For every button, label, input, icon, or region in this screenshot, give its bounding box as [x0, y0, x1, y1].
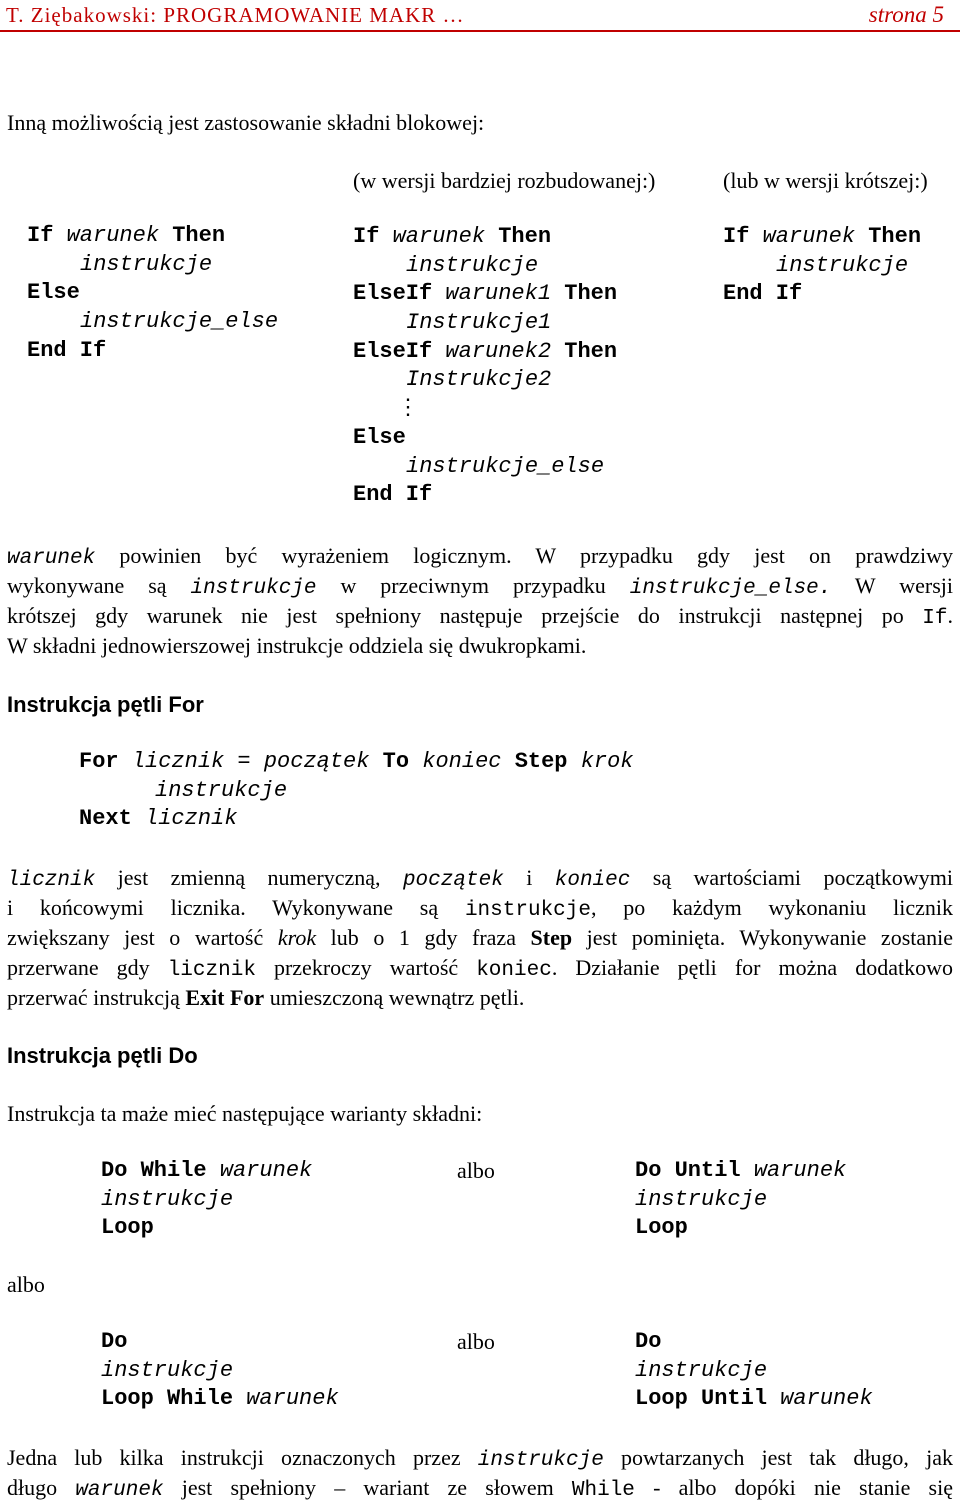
term-licznik: licznik [7, 869, 96, 892]
var-instrukcje-else: instrukcje_else [406, 453, 605, 479]
text-span: - albo dopóki nie stanie się [634, 1475, 953, 1500]
albo-label: albo [457, 1329, 495, 1354]
kw-else: Else [353, 424, 406, 450]
header-left: T. Ziębakowski: PROGRAMOWANIE MAKR … [6, 3, 465, 27]
kw-then: Then [564, 338, 618, 364]
do-intro-text: Instrukcja ta maże mieć następujące warianty składni: [7, 1101, 483, 1126]
text-span: lub o 1 gdy fraza [316, 925, 531, 950]
kw-then: Then [868, 224, 922, 249]
kw-do: Do [101, 1329, 128, 1354]
section-heading-do: Instrukcja pętli Do [7, 1043, 198, 1068]
if-basic-code [27, 221, 278, 364]
text-span: są wartościami początkowymi [630, 865, 953, 890]
var-instrukcje: instrukcje [80, 251, 213, 277]
text-span: przerwane gdy [7, 955, 168, 980]
loop-while-code [101, 1327, 339, 1413]
text-span: W wersji [831, 573, 953, 598]
intro-text: Inną możliwością jest zastosowanie składni blokowej: [7, 110, 485, 135]
kw-then: Then [172, 223, 226, 248]
kw-if: If [353, 224, 380, 249]
kw-loop-while: Loop While [101, 1386, 234, 1412]
kw-if: If [723, 224, 750, 249]
kw-step: Step [514, 749, 568, 774]
kw-loop: Loop [101, 1215, 154, 1241]
text-span: . [947, 603, 953, 628]
var-instrukcje-else: instrukcje_else [80, 309, 279, 335]
var-warunek2: warunek2 [445, 338, 552, 364]
term-step: Step [530, 925, 573, 950]
var-instrukcje: instrukcje [155, 777, 288, 803]
text-span: wykonywane są [7, 573, 191, 598]
kw-elseif: ElseIf [353, 338, 433, 364]
text-span: Jedna lub kilka instrukcji oznaczonych przez [7, 1445, 478, 1470]
var-warunek: warunek [392, 224, 486, 249]
kw-to: To [382, 749, 410, 774]
kw-for: For [79, 749, 119, 774]
kw-end-if: End If [353, 482, 433, 508]
kw-do-until: Do Until [635, 1158, 741, 1183]
var-warunek: warunek [762, 224, 856, 249]
term-warunek: warunek [75, 1479, 164, 1502]
var-instrukcje2: Instrukcje2 [406, 367, 552, 393]
kw-then: Then [498, 224, 552, 249]
var-instrukcje: instrukcje [101, 1357, 234, 1383]
term-exit-for: Exit For [185, 985, 265, 1010]
text-span: przerwać instrukcją [7, 985, 186, 1010]
var-warunek: warunek [246, 1386, 339, 1412]
text-span: i [503, 865, 555, 890]
text-span: , po każdym wykonaniu licznik [590, 895, 953, 920]
term-koniec: koniec [554, 869, 631, 892]
kw-end-if: End If [27, 337, 107, 363]
kw-do-while: Do While [101, 1158, 207, 1183]
term-instrukcje: instrukcje [477, 1449, 604, 1472]
text-span: powinien być wyrażeniem logicznym. W przypadku gdy jest on prawdziwy [95, 543, 953, 568]
albo-label: albo [457, 1158, 495, 1183]
text-span: w przeciwnym przypadku [316, 573, 630, 598]
var-warunek: warunek [753, 1158, 847, 1183]
text-span: jest pominięta. Wykonywanie zostanie [572, 925, 954, 950]
var-warunek1: warunek1 [445, 281, 552, 307]
loop-until-code [635, 1327, 873, 1413]
var-warunek: warunek [780, 1386, 873, 1412]
text-span: długo [7, 1475, 76, 1500]
term-instrukcje-else: instrukcje_else. [629, 577, 832, 600]
term-while: While [571, 1479, 635, 1502]
var-instrukcje: instrukcje [776, 252, 909, 278]
text-span: przekroczy wartość [255, 955, 477, 980]
var-instrukcje: instrukcje [406, 252, 539, 278]
var-instrukcje: instrukcje [635, 1357, 768, 1383]
text-span: i końcowymi licznika. Wykonywane są [7, 895, 465, 920]
section-heading-for: Instrukcja pętli For [7, 692, 204, 717]
albo-label: albo [7, 1272, 45, 1297]
term-licznik: licznik [167, 959, 256, 982]
col-header-extended: (w wersji bardziej rozbudowanej:) [353, 168, 656, 193]
kw-elseif: ElseIf [353, 281, 433, 307]
text-span: jest zmienną numeryczną, [95, 865, 403, 890]
text-span: W składni jednowierszowej instrukcje oddziela się dwukropkami. [7, 633, 587, 658]
text-span: jest spełniony – wariant ze słowem [163, 1475, 572, 1500]
var-licznik-poczatek: licznik = początek [131, 749, 370, 774]
var-instrukcje: instrukcje [635, 1186, 768, 1212]
var-warunek: warunek [66, 223, 160, 248]
var-warunek: warunek [219, 1158, 313, 1183]
header-rule [0, 30, 960, 32]
term-warunek: warunek [7, 547, 96, 570]
var-licznik: licznik [145, 806, 238, 832]
paragraph-warunek [7, 541, 953, 661]
term-koniec: koniec [476, 959, 552, 982]
text-span: zwiększany jest o wartość [7, 925, 278, 950]
term-instrukcje: instrukcje [190, 577, 317, 600]
text-span: umieszczoną wewnątrz pętli. [264, 985, 525, 1010]
kw-else: Else [27, 280, 80, 306]
kw-next: Next [79, 806, 132, 832]
kw-then: Then [564, 281, 618, 307]
do-while-code [101, 1156, 312, 1242]
kw-loop-until: Loop Until [635, 1386, 768, 1412]
kw-end-if: End If [723, 281, 803, 307]
col-header-short: (lub w wersji krótszej:) [723, 168, 928, 193]
term-if: If [922, 607, 948, 630]
text-span: powtarzanych jest tak długo, jak [603, 1445, 953, 1470]
var-instrukcje1: Instrukcje1 [406, 310, 552, 336]
var-krok: krok [580, 749, 634, 774]
kw-do: Do [635, 1329, 662, 1354]
var-instrukcje: instrukcje [101, 1186, 234, 1212]
text-span: krótszej gdy warunek nie jest spełniony następuje przejście do instrukcji następnej po [7, 603, 923, 628]
if-extended-code [353, 222, 617, 509]
for-code [79, 747, 634, 833]
term-krok: krok [277, 925, 317, 950]
var-koniec: koniec [422, 749, 502, 774]
text-span: . Działanie pętli for można dodatkowo [551, 955, 953, 980]
if-short-code [723, 222, 921, 308]
do-until-code [635, 1156, 846, 1242]
paragraph-for [7, 863, 953, 1013]
page-number: strona 5 [868, 2, 944, 27]
vertical-ellipsis: ⋮ [397, 396, 419, 422]
paragraph-do [7, 1443, 953, 1503]
kw-if: If [27, 223, 54, 248]
term-poczatek: początek [402, 869, 504, 892]
term-instrukcje: instrukcje [464, 899, 591, 922]
kw-loop: Loop [635, 1215, 688, 1241]
